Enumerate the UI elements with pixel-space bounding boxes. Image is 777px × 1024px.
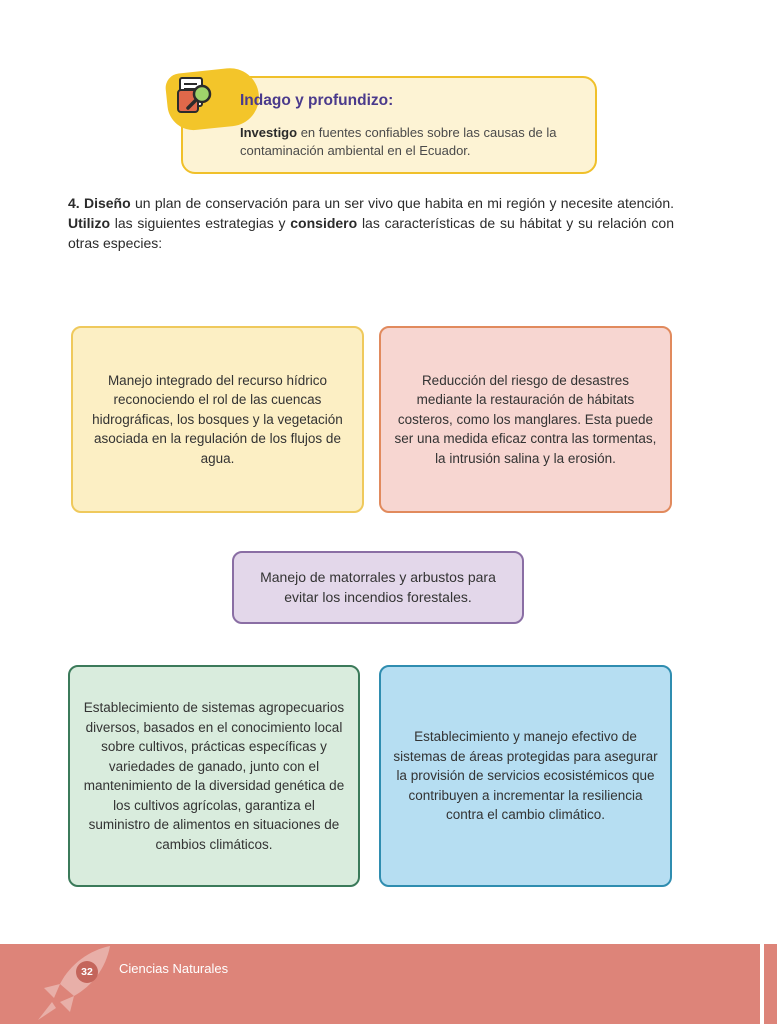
strategy-card-scrubland bbox=[232, 551, 524, 624]
strategy-card-disaster-risk bbox=[379, 326, 672, 513]
callout-body: en fuentes confiables sobre las causas de la contaminación ambiental en el Ecuador. bbox=[240, 125, 557, 158]
strategy-text: Establecimiento y manejo efectivo de sistemas de áreas protegidas para asegurar la provisión de servicios ecosistémicos que contribuyen a incrementar la resiliencia contra el cambio climático. bbox=[393, 729, 658, 823]
activity-verb-use: Utilizo bbox=[68, 215, 110, 231]
callout-title: Indago y profundizo: bbox=[240, 92, 394, 109]
callout-text bbox=[240, 124, 590, 160]
callout-verb: Investigo bbox=[240, 125, 298, 140]
page-number-badge: 32 bbox=[76, 961, 98, 983]
footer-edge bbox=[764, 944, 777, 1024]
activity-verb-design: Diseño bbox=[83, 195, 131, 211]
activity-number: 4. bbox=[68, 195, 80, 211]
activity-text-3: las características de su hábitat y su relación con otras especies: bbox=[68, 215, 674, 251]
activity-verb-consider: considero bbox=[290, 215, 358, 231]
strategy-text: Establecimiento de sistemas agropecuarios diversos, basados en el conocimiento local sobre cultivos, prácticas específicas y variedades de ganado, junto con el mantenimiento de la diversidad genética de los cultivos agrícolas, garantiza el suministro de alimentos en situaciones de cambios climáticos. bbox=[83, 700, 345, 852]
strategy-card-water-management bbox=[71, 326, 364, 513]
strategy-card-protected-areas bbox=[379, 665, 672, 887]
strategy-text: Manejo integrado del recurso hídrico reconociendo el rol de las cuencas hidrográficas, los bosques y la vegetación asociada en la regulación de los flujos de agua. bbox=[92, 372, 343, 466]
activity-instructions bbox=[68, 193, 674, 253]
activity-text-1: un plan de conservación para un ser vivo que habita en mi región y necesite atención. bbox=[130, 195, 674, 211]
strategy-text: Reducción del riesgo de desastres mediante la restauración de hábitats costeros, como los manglares. Esta puede ser una medida eficaz contra las tormentas, la intrusión salina y la erosión. bbox=[394, 372, 657, 466]
activity-text-2: las siguientes estrategias y bbox=[110, 215, 291, 231]
rocket-icon bbox=[30, 944, 120, 1024]
research-magnifier-icon bbox=[176, 74, 216, 116]
strategy-card-agriculture bbox=[68, 665, 360, 887]
footer-subject: Ciencias Naturales bbox=[119, 961, 229, 976]
page-footer bbox=[0, 944, 760, 1024]
strategy-text: Manejo de matorrales y arbustos para evitar los incendios forestales. bbox=[260, 569, 496, 605]
